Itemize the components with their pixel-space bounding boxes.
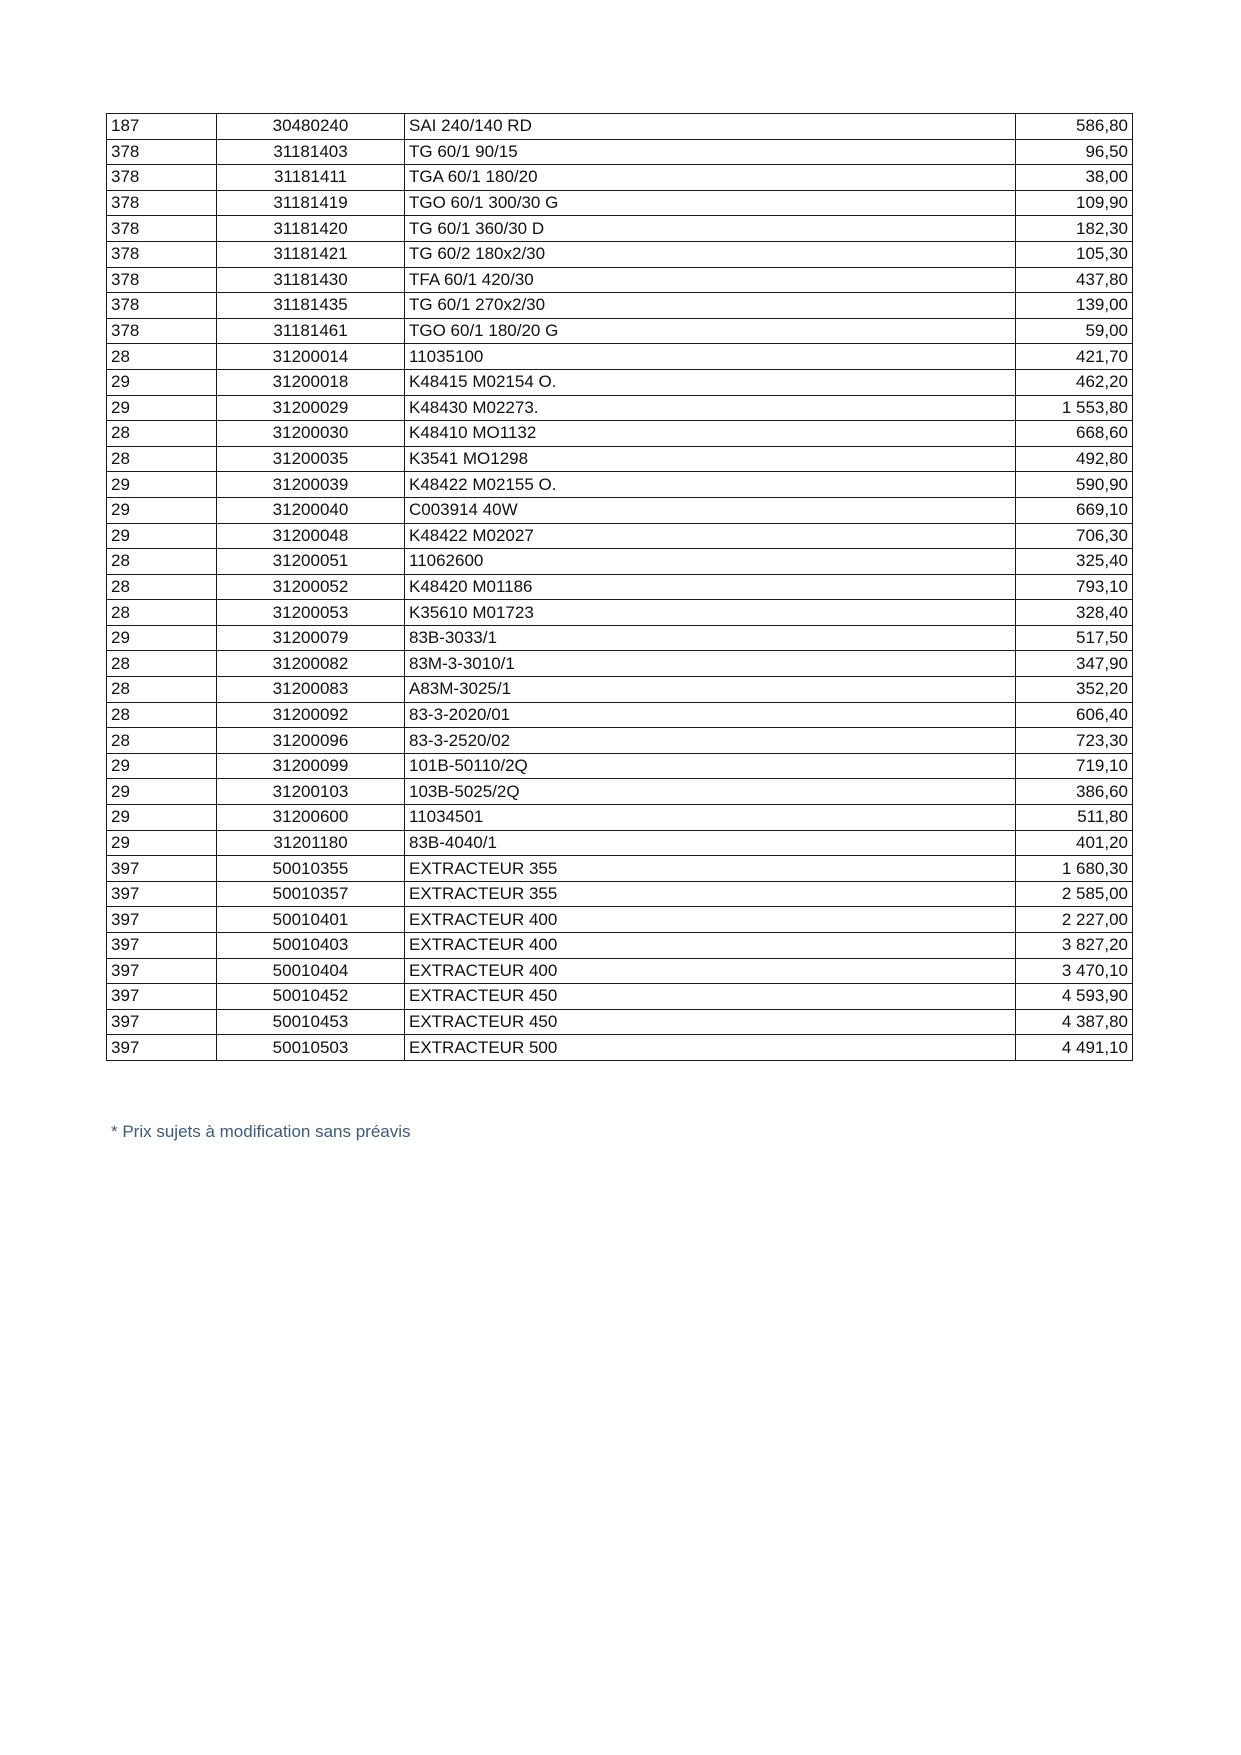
reference-cell: 31200052 — [217, 574, 405, 600]
price-cell: 4 387,80 — [1016, 1009, 1133, 1035]
reference-cell: 31200103 — [217, 779, 405, 805]
price-cell: 668,60 — [1016, 421, 1133, 447]
price-cell: 38,00 — [1016, 165, 1133, 191]
category-cell: 397 — [107, 1009, 217, 1035]
designation-cell: TG 60/1 360/30 D — [405, 216, 1016, 242]
designation-cell: 83-3-2520/02 — [405, 728, 1016, 754]
category-cell: 397 — [107, 881, 217, 907]
designation-cell: K48420 M01186 — [405, 574, 1016, 600]
price-table — [106, 113, 1133, 1061]
designation-cell: A83M-3025/1 — [405, 677, 1016, 703]
designation-cell: K35610 M01723 — [405, 600, 1016, 626]
price-cell: 669,10 — [1016, 497, 1133, 523]
reference-cell: 31181403 — [217, 139, 405, 165]
designation-cell: EXTRACTEUR 500 — [405, 1035, 1016, 1061]
table-row — [107, 1035, 1133, 1061]
table-row — [107, 984, 1133, 1010]
table-row — [107, 523, 1133, 549]
designation-cell: EXTRACTEUR 400 — [405, 958, 1016, 984]
designation-cell: 11034501 — [405, 805, 1016, 831]
designation-cell: K3541 MO1298 — [405, 446, 1016, 472]
table-row — [107, 856, 1133, 882]
table-row — [107, 114, 1133, 140]
price-cell: 352,20 — [1016, 677, 1133, 703]
category-cell: 378 — [107, 139, 217, 165]
designation-cell: K48422 M02155 O. — [405, 472, 1016, 498]
reference-cell: 31200051 — [217, 549, 405, 575]
reference-cell: 31181435 — [217, 293, 405, 319]
price-cell: 328,40 — [1016, 600, 1133, 626]
category-cell: 397 — [107, 958, 217, 984]
price-cell: 96,50 — [1016, 139, 1133, 165]
table-row — [107, 779, 1133, 805]
price-cell: 139,00 — [1016, 293, 1133, 319]
reference-cell: 50010503 — [217, 1035, 405, 1061]
reference-cell: 31200083 — [217, 677, 405, 703]
table-row — [107, 293, 1133, 319]
category-cell: 28 — [107, 600, 217, 626]
category-cell: 28 — [107, 549, 217, 575]
reference-cell: 31200040 — [217, 497, 405, 523]
table-row — [107, 830, 1133, 856]
table-row — [107, 497, 1133, 523]
reference-cell: 31200092 — [217, 702, 405, 728]
category-cell: 187 — [107, 114, 217, 140]
table-row — [107, 241, 1133, 267]
reference-cell: 50010404 — [217, 958, 405, 984]
category-cell: 29 — [107, 753, 217, 779]
category-cell: 28 — [107, 651, 217, 677]
table-row — [107, 805, 1133, 831]
reference-cell: 50010401 — [217, 907, 405, 933]
price-disclaimer-note: * Prix sujets à modification sans préavis — [111, 1122, 411, 1141]
table-row — [107, 446, 1133, 472]
designation-cell: K48415 M02154 O. — [405, 369, 1016, 395]
table-row — [107, 344, 1133, 370]
price-cell: 1 553,80 — [1016, 395, 1133, 421]
designation-cell: C003914 40W — [405, 497, 1016, 523]
designation-cell: EXTRACTEUR 400 — [405, 907, 1016, 933]
category-cell: 397 — [107, 856, 217, 882]
reference-cell: 31200079 — [217, 625, 405, 651]
designation-cell: EXTRACTEUR 355 — [405, 856, 1016, 882]
price-cell: 492,80 — [1016, 446, 1133, 472]
price-cell: 511,80 — [1016, 805, 1133, 831]
category-cell: 397 — [107, 933, 217, 959]
reference-cell: 31200048 — [217, 523, 405, 549]
category-cell: 28 — [107, 344, 217, 370]
table-row — [107, 549, 1133, 575]
designation-cell: EXTRACTEUR 450 — [405, 984, 1016, 1010]
reference-cell: 31181419 — [217, 190, 405, 216]
category-cell: 397 — [107, 907, 217, 933]
reference-cell: 31200029 — [217, 395, 405, 421]
reference-cell: 50010357 — [217, 881, 405, 907]
category-cell: 29 — [107, 369, 217, 395]
category-cell: 29 — [107, 779, 217, 805]
table-row — [107, 165, 1133, 191]
category-cell: 28 — [107, 421, 217, 447]
category-cell: 378 — [107, 241, 217, 267]
designation-cell: 83B-3033/1 — [405, 625, 1016, 651]
designation-cell: EXTRACTEUR 450 — [405, 1009, 1016, 1035]
table-row — [107, 395, 1133, 421]
table-row — [107, 651, 1133, 677]
reference-cell: 30480240 — [217, 114, 405, 140]
reference-cell: 50010453 — [217, 1009, 405, 1035]
table-row — [107, 677, 1133, 703]
price-cell: 2 227,00 — [1016, 907, 1133, 933]
designation-cell: TG 60/2 180x2/30 — [405, 241, 1016, 267]
table-row — [107, 421, 1133, 447]
designation-cell: TG 60/1 90/15 — [405, 139, 1016, 165]
price-cell: 59,00 — [1016, 318, 1133, 344]
price-cell: 109,90 — [1016, 190, 1133, 216]
category-cell: 29 — [107, 395, 217, 421]
designation-cell: TG 60/1 270x2/30 — [405, 293, 1016, 319]
table-row — [107, 881, 1133, 907]
designation-cell: 83-3-2020/01 — [405, 702, 1016, 728]
price-cell: 3 470,10 — [1016, 958, 1133, 984]
reference-cell: 31201180 — [217, 830, 405, 856]
designation-cell: TFA 60/1 420/30 — [405, 267, 1016, 293]
designation-cell: K48410 MO1132 — [405, 421, 1016, 447]
price-cell: 3 827,20 — [1016, 933, 1133, 959]
designation-cell: K48430 M02273. — [405, 395, 1016, 421]
designation-cell: EXTRACTEUR 400 — [405, 933, 1016, 959]
table-row — [107, 139, 1133, 165]
reference-cell: 31181411 — [217, 165, 405, 191]
table-row — [107, 958, 1133, 984]
reference-cell: 31181420 — [217, 216, 405, 242]
reference-cell: 31181461 — [217, 318, 405, 344]
designation-cell: K48422 M02027 — [405, 523, 1016, 549]
category-cell: 29 — [107, 805, 217, 831]
price-cell: 347,90 — [1016, 651, 1133, 677]
category-cell: 397 — [107, 1035, 217, 1061]
price-cell: 793,10 — [1016, 574, 1133, 600]
designation-cell: 11035100 — [405, 344, 1016, 370]
price-cell: 105,30 — [1016, 241, 1133, 267]
category-cell: 378 — [107, 318, 217, 344]
table-row — [107, 600, 1133, 626]
price-cell: 706,30 — [1016, 523, 1133, 549]
reference-cell: 50010452 — [217, 984, 405, 1010]
price-cell: 590,90 — [1016, 472, 1133, 498]
price-cell: 401,20 — [1016, 830, 1133, 856]
category-cell: 378 — [107, 165, 217, 191]
category-cell: 378 — [107, 216, 217, 242]
table-row — [107, 574, 1133, 600]
designation-cell: TGO 60/1 300/30 G — [405, 190, 1016, 216]
table-row — [107, 1009, 1133, 1035]
category-cell: 28 — [107, 574, 217, 600]
price-cell: 606,40 — [1016, 702, 1133, 728]
price-cell: 517,50 — [1016, 625, 1133, 651]
category-cell: 378 — [107, 293, 217, 319]
category-cell: 28 — [107, 728, 217, 754]
price-cell: 4 491,10 — [1016, 1035, 1133, 1061]
price-cell: 421,70 — [1016, 344, 1133, 370]
category-cell: 397 — [107, 984, 217, 1010]
designation-cell: 103B-5025/2Q — [405, 779, 1016, 805]
reference-cell: 50010403 — [217, 933, 405, 959]
table-row — [107, 907, 1133, 933]
reference-cell: 31181421 — [217, 241, 405, 267]
table-row — [107, 702, 1133, 728]
reference-cell: 31200600 — [217, 805, 405, 831]
category-cell: 28 — [107, 702, 217, 728]
category-cell: 28 — [107, 446, 217, 472]
reference-cell: 31200099 — [217, 753, 405, 779]
table-row — [107, 728, 1133, 754]
category-cell: 29 — [107, 472, 217, 498]
reference-cell: 31200014 — [217, 344, 405, 370]
reference-cell: 31200035 — [217, 446, 405, 472]
price-cell: 386,60 — [1016, 779, 1133, 805]
price-cell: 1 680,30 — [1016, 856, 1133, 882]
price-cell: 719,10 — [1016, 753, 1133, 779]
table-row — [107, 267, 1133, 293]
table-row — [107, 190, 1133, 216]
price-cell: 4 593,90 — [1016, 984, 1133, 1010]
designation-cell: EXTRACTEUR 355 — [405, 881, 1016, 907]
category-cell: 29 — [107, 625, 217, 651]
reference-cell: 31200030 — [217, 421, 405, 447]
table-row — [107, 216, 1133, 242]
designation-cell: TGO 60/1 180/20 G — [405, 318, 1016, 344]
price-cell: 586,80 — [1016, 114, 1133, 140]
price-cell: 437,80 — [1016, 267, 1133, 293]
designation-cell: TGA 60/1 180/20 — [405, 165, 1016, 191]
category-cell: 28 — [107, 677, 217, 703]
category-cell: 378 — [107, 190, 217, 216]
reference-cell: 31200053 — [217, 600, 405, 626]
reference-cell: 31200039 — [217, 472, 405, 498]
category-cell: 29 — [107, 497, 217, 523]
category-cell: 29 — [107, 830, 217, 856]
category-cell: 29 — [107, 523, 217, 549]
designation-cell: SAI 240/140 RD — [405, 114, 1016, 140]
reference-cell: 50010355 — [217, 856, 405, 882]
table-row — [107, 369, 1133, 395]
designation-cell: 83B-4040/1 — [405, 830, 1016, 856]
category-cell: 378 — [107, 267, 217, 293]
price-cell: 462,20 — [1016, 369, 1133, 395]
table-row — [107, 318, 1133, 344]
reference-cell: 31200018 — [217, 369, 405, 395]
reference-cell: 31200096 — [217, 728, 405, 754]
price-cell: 182,30 — [1016, 216, 1133, 242]
designation-cell: 101B-50110/2Q — [405, 753, 1016, 779]
price-cell: 2 585,00 — [1016, 881, 1133, 907]
designation-cell: 83M-3-3010/1 — [405, 651, 1016, 677]
table-row — [107, 933, 1133, 959]
price-cell: 723,30 — [1016, 728, 1133, 754]
table-row — [107, 472, 1133, 498]
reference-cell: 31200082 — [217, 651, 405, 677]
table-row — [107, 753, 1133, 779]
table-row — [107, 625, 1133, 651]
price-cell: 325,40 — [1016, 549, 1133, 575]
reference-cell: 31181430 — [217, 267, 405, 293]
price-table-body — [107, 114, 1133, 1061]
designation-cell: 11062600 — [405, 549, 1016, 575]
